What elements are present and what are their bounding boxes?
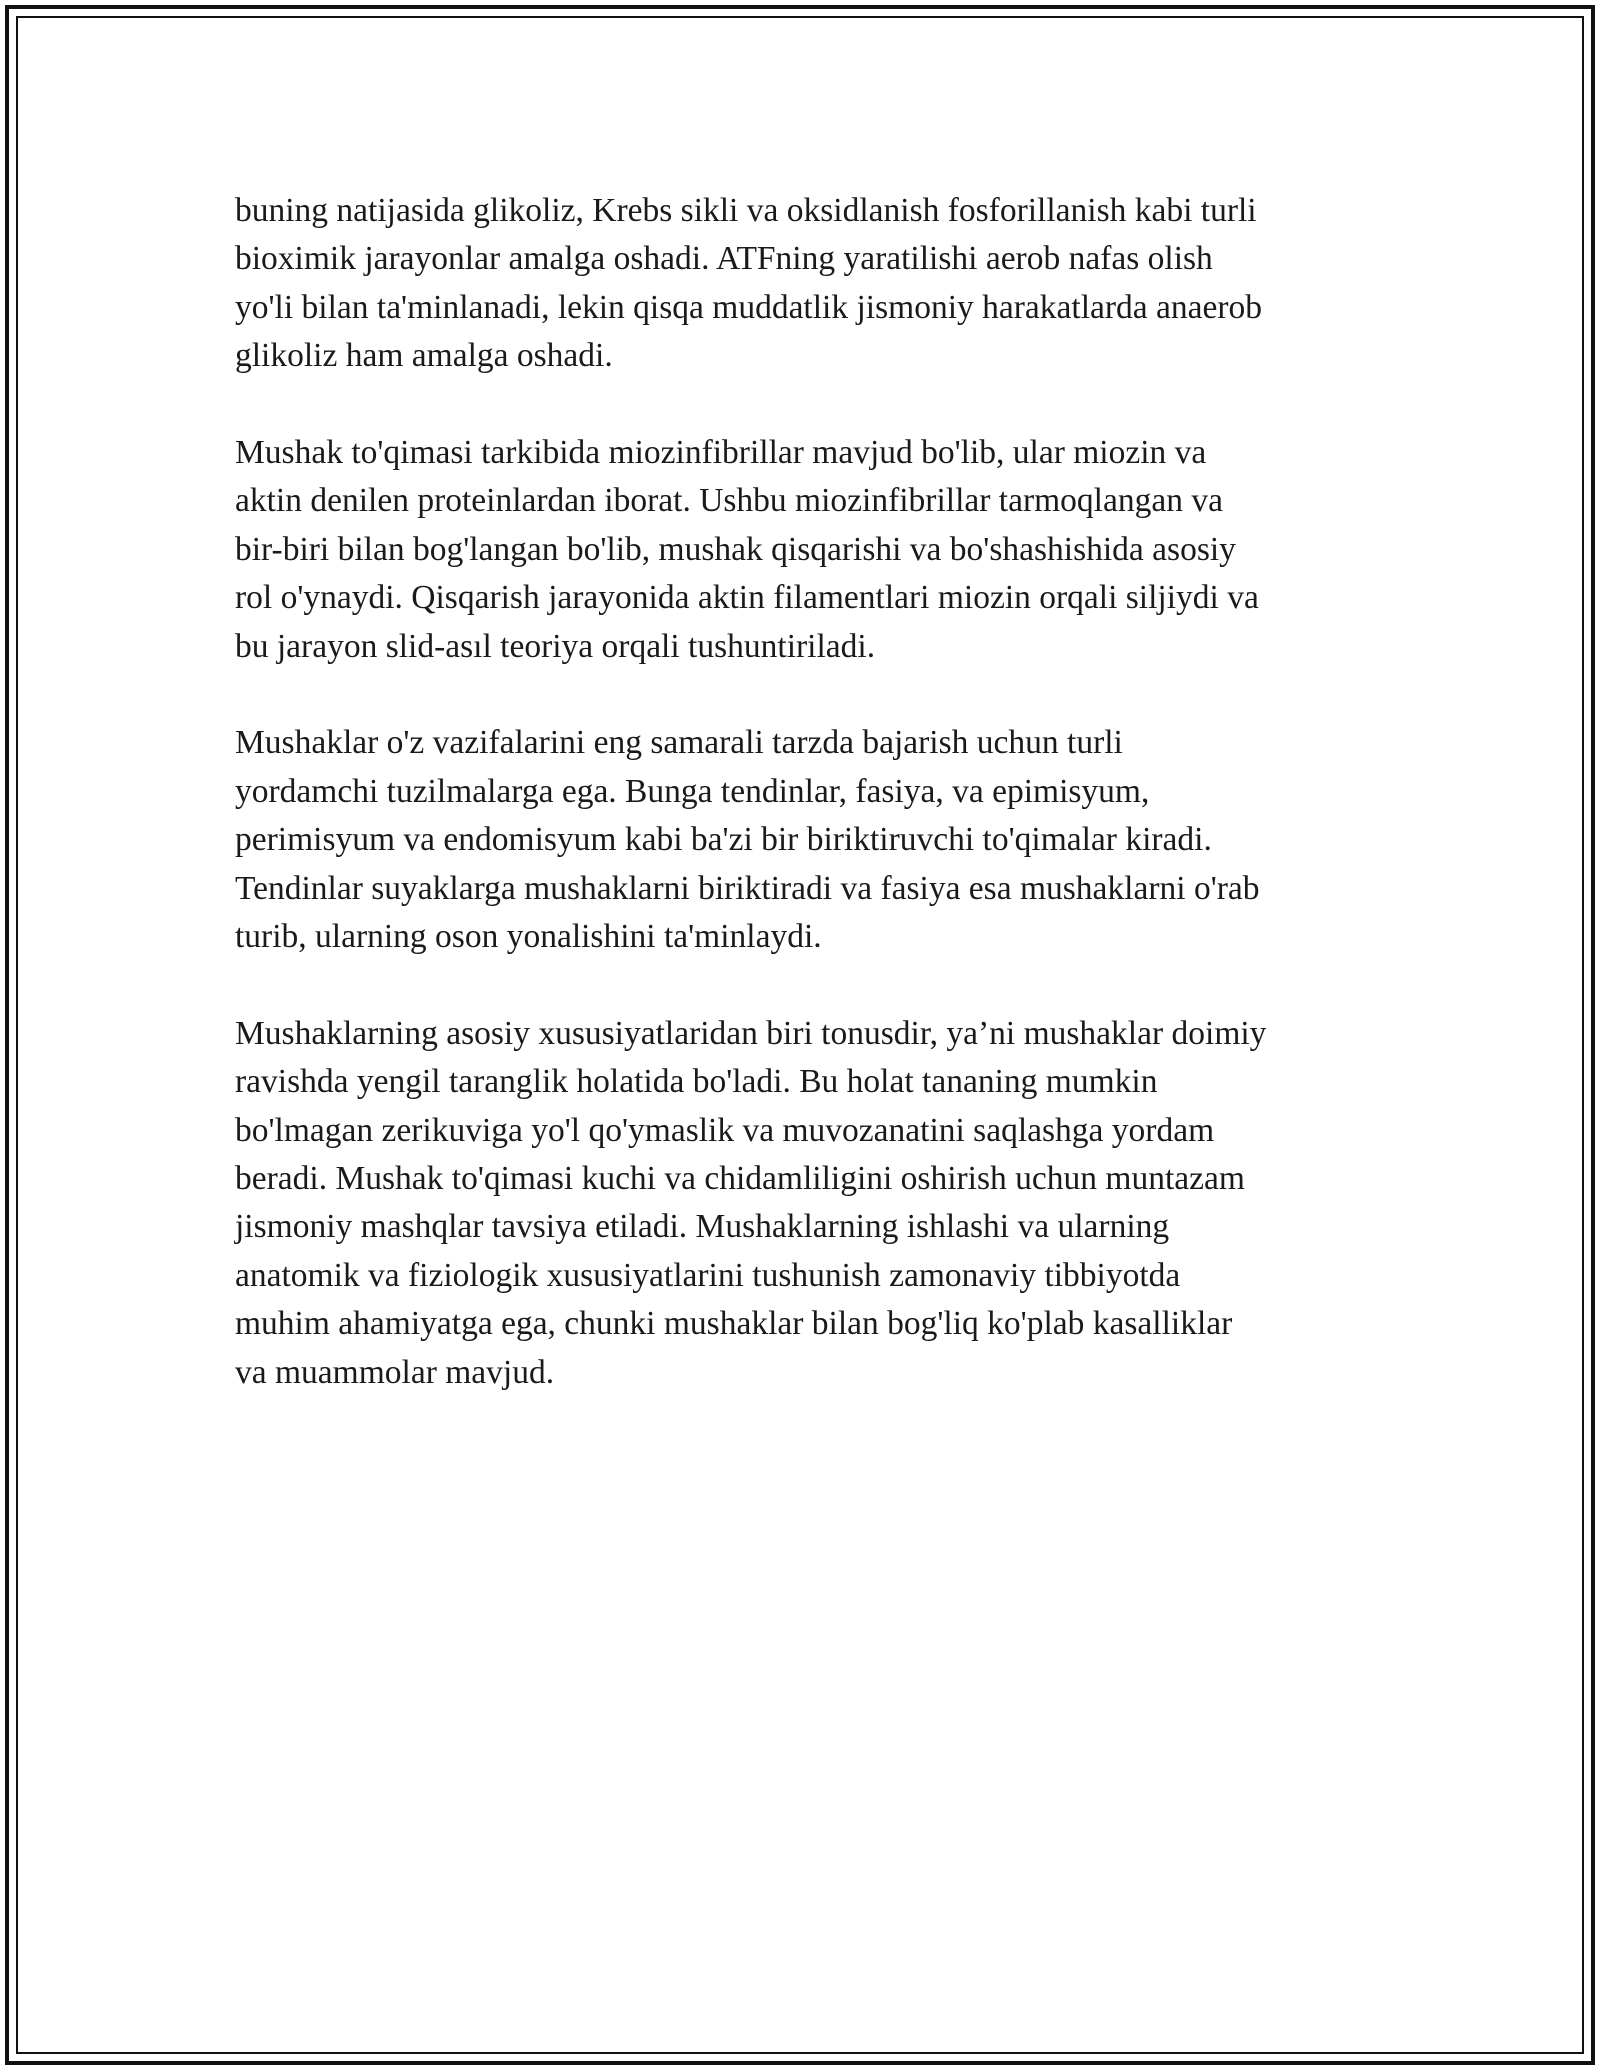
text-line: bioximik jarayonlar amalga oshadi. ATFning yaratilishi aerob nafas olish <box>235 240 1213 278</box>
document-body <box>235 187 1370 1446</box>
text-line: aktin denilen proteinlardan iborat. Ushbu miozinfibrillar tarmoqlangan va <box>235 482 1223 520</box>
text-line: glikoliz ham amalga oshadi. <box>235 337 613 375</box>
text-line: yo'li bilan ta'minlanadi, lekin qisqa muddatlik jismoniy harakatlarda anaerob <box>235 288 1263 326</box>
text-line: perimisyum va endomisyum kabi ba'zi bir biriktiruvchi to'qimalar kiradi. <box>235 821 1212 859</box>
text-line: Tendinlar suyaklarga mushaklarni biriktiradi va fasiya esa mushaklarni o'rab <box>235 869 1260 907</box>
text-line: va muammolar mavjud. <box>235 1353 555 1391</box>
paragraph-1 <box>235 187 1370 381</box>
text-line: bir-biri bilan bog'langan bo'lib, mushak qisqarishi va bo'shashishida asosiy <box>235 530 1236 568</box>
text-line: jismoniy mashqlar tavsiya etiladi. Mushaklarning ishlashi va ularning <box>235 1208 1170 1246</box>
text-line: rol o'ynaydi. Qisqarish jarayonida aktin filamentlari miozin orqali siljiydi va <box>235 579 1259 617</box>
text-line: buning natijasida glikoliz, Krebs sikli va oksidlanish fosforillanish kabi turli <box>235 192 1257 229</box>
text-line: bu jarayon slid-asıl teoriya orqali tushuntiriladi. <box>235 627 876 665</box>
text-line: Mushak to'qimasi tarkibida miozinfibrillar mavjud bo'lib, ular miozin va <box>235 434 1207 472</box>
text-line: yordamchi tuzilmalarga ega. Bunga tendinlar, fasiya, va epimisyum, <box>235 772 1150 810</box>
text-line: beradi. Mushak to'qimasi kuchi va chidamliligini oshirish uchun muntazam <box>235 1160 1245 1198</box>
paragraph-4 <box>235 1010 1370 1397</box>
text-line: anatomik va fiziologik xususiyatlarini tushunish zamonaviy tibbiyotda <box>235 1256 1181 1294</box>
text-line: muhim ahamiyatga ega, chunki mushaklar bilan bog'liq ko'plab kasalliklar <box>235 1305 1233 1343</box>
text-line: bo'lmagan zerikuviga yo'l qo'ymaslik va muvozanatini saqlashga yordam <box>235 1111 1215 1149</box>
text-line: ravishda yengil taranglik holatida bo'ladi. Bu holat tananing mumkin <box>235 1063 1158 1101</box>
text-line: turib, ularning oson yonalishini ta'minlaydi. <box>235 918 822 956</box>
text-line: Mushaklar o'z vazifalarini eng samarali tarzda bajarish uchun turli <box>235 724 1123 762</box>
text-line: Mushaklarning asosiy xususiyatlaridan biri tonusdir, ya’ni mushaklar doimiy <box>235 1014 1267 1052</box>
paragraph-3 <box>235 719 1370 961</box>
paragraph-2 <box>235 429 1370 671</box>
